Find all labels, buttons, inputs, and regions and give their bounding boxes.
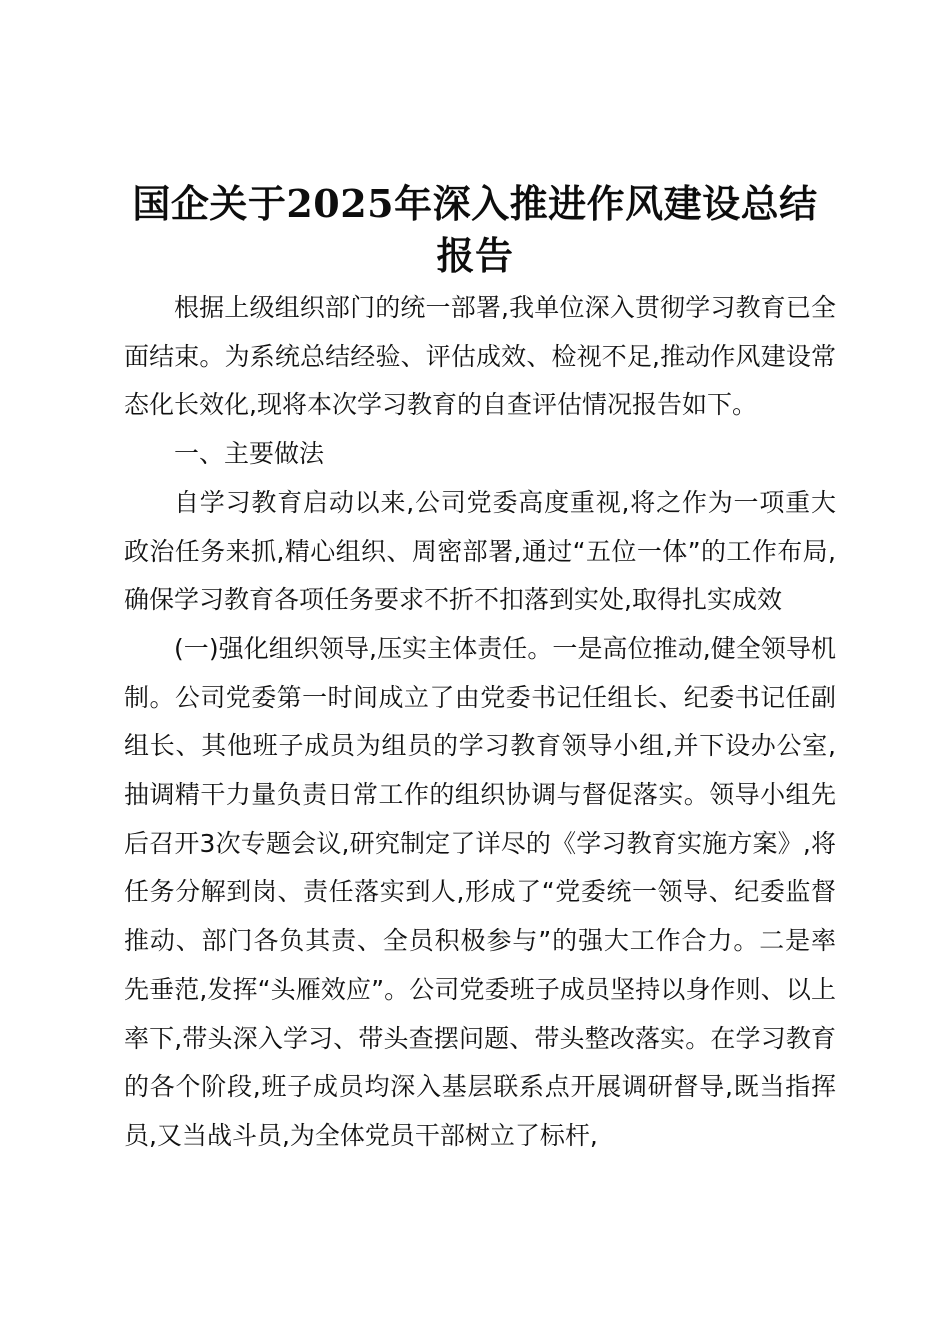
document-body: [124, 284, 836, 1161]
document-title: 国企关于2025年深入推进作风建设总结报告: [132, 181, 818, 278]
overview-paragraph: 自学习教育启动以来,公司党委高度重视,将之作为一项重大政治任务来抓,精心组织、周密部署,通过“五位一体”的工作布局,确保学习教育各项任务要求不折不扣落到实处,取得扎实成效: [124, 487, 836, 615]
organization-leadership-paragraph: (一)强化组织领导,压实主体责任。一是高位推动,健全领导机制。公司党委第一时间成立了由党委书记任组长、纪委书记任副组长、其他班子成员为组员的学习教育领导小组,并下设办公室,抽调精干力量负责日常工作的组织协调与督促落实。领导小组先后召开3次专题会议,研究制定了详尽的《学习教育实施方案》,将任务分解到岗、责任落实到人,形成了“党委统一领导、纪委监督推动、部门各负其责、全员积极参与”的强大工作合力。二是率先垂范,发挥“头雁效应”。公司党委班子成员坚持以身作则、以上率下,带头深入学习、带头查摆问题、带头整改落实。在学习教育的各个阶段,班子成员均深入基层联系点开展调研督导,既当指挥员,又当战斗员,为全体党员干部树立了标杆,: [124, 633, 836, 1150]
section-heading-main-practices: 一、主要做法: [174, 439, 325, 469]
intro-paragraph: 根据上级组织部门的统一部署,我单位深入贯彻学习教育已全面结束。为系统总结经验、评估成效、检视不足,推动作风建设常态化长效化,现将本次学习教育的自查评估情况报告如下。: [124, 293, 836, 420]
